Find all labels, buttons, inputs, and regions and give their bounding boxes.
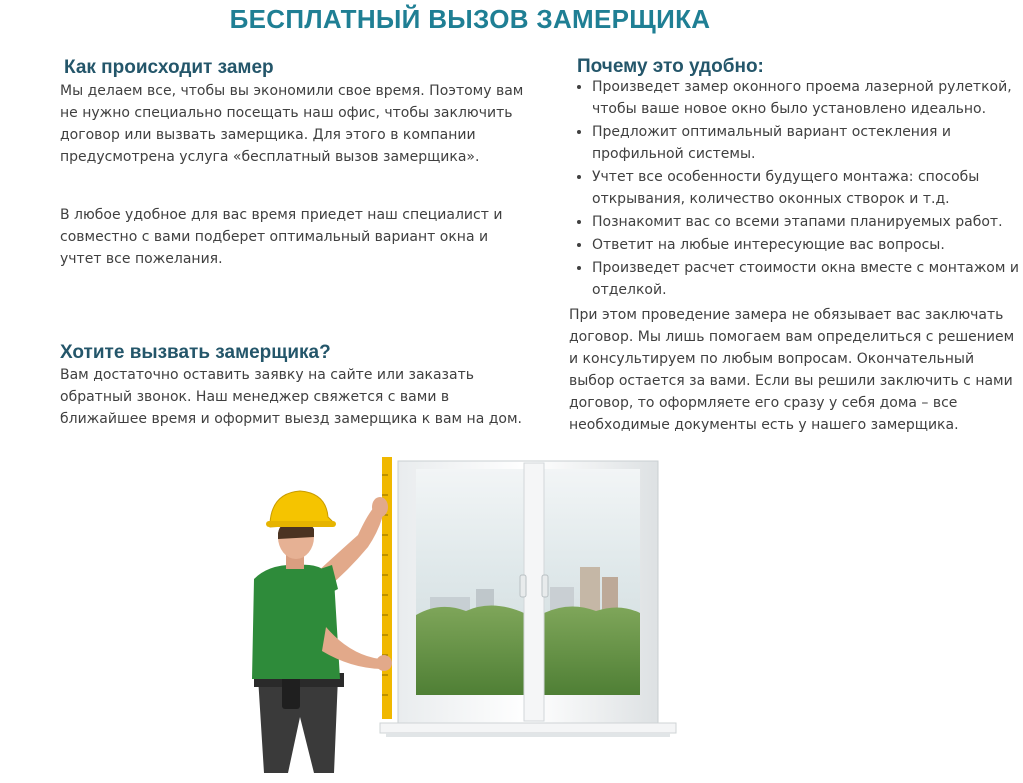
benefit-item: • Ответит на любые интересующие вас вопросы. [592,234,1022,256]
benefits-list [575,76,1022,302]
measure-heading: Как происходит замер [64,57,274,78]
benefit-item: • Произведет расчет стоимости окна вместе с монтажом и отделкой. [592,257,1022,301]
benefit-item: • Познакомит вас со всеми этапами планируемых работ. [592,211,1022,233]
worker-window-image [230,455,690,777]
worker-window-illustration [230,455,690,777]
measure-paragraph-1: Мы делаем все, чтобы вы экономили свое время. Поэтому вам не нужно специально посещать наш офис, чтобы заключить договор или вызвать замерщика. Для этого в компании предусмотрена услуга «бесплатный вызов замерщика». [60,83,524,165]
why-note-paragraph: При этом проведение замера не обязывает вас заключать договор. Мы лишь помогаем вам определиться с решением и консультируем по любым вопросам. Окончательный выбор остается за вами. Если вы решили заключить с нами договор, то оформляете его сразу у себя дома – все необходимые документы есть у нашего замерщика. [569,307,1015,433]
benefit-item: • Предложит оптимальный вариант остекления и профильной системы. [592,121,1022,165]
why-heading: Почему это удобно: [577,56,764,77]
call-paragraph: Вам достаточно оставить заявку на сайте или заказать обратный звонок. Наш менеджер свяжется с вами в ближайшее время и оформит выезд замерщика к вам на дом. [60,367,522,427]
page-title: БЕСПЛАТНЫЙ ВЫЗОВ ЗАМЕРЩИКА [229,4,711,34]
measure-paragraph-2: В любое удобное для вас время приедет наш специалист и совместно с вами подберет оптимальный вариант окна и учтет все пожелания. [60,207,503,267]
benefit-item: • Учтет все особенности будущего монтажа: способы открывания, количество оконных створок и т.д. [592,166,1022,210]
call-heading: Хотите вызвать замерщика? [60,342,331,363]
benefit-item: • Произведет замер оконного проема лазерной рулеткой, чтобы ваше новое окно было установлено идеально. [592,76,1022,120]
